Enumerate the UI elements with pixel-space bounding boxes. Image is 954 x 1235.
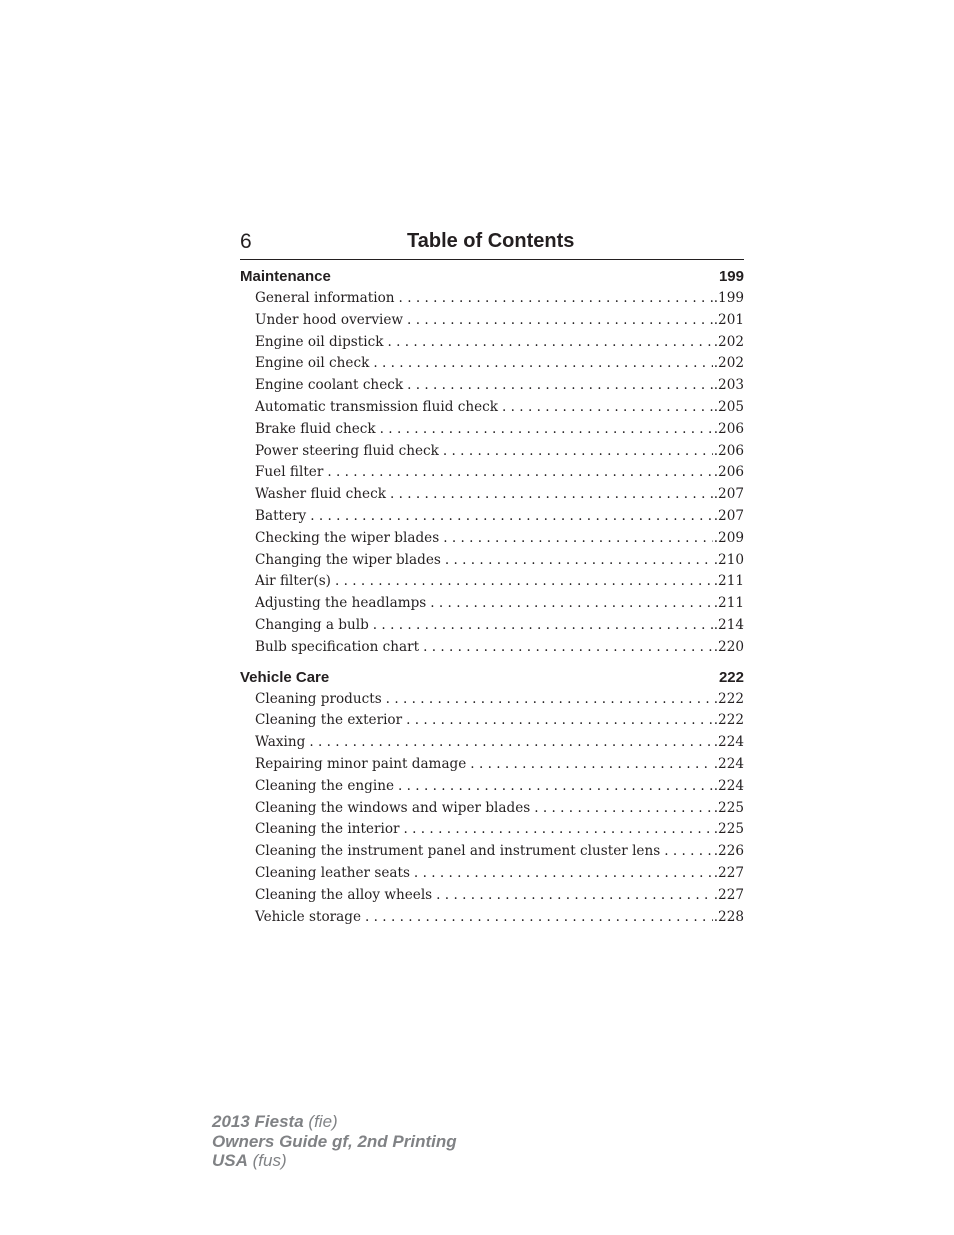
toc-entry[interactable] (255, 710, 744, 732)
toc-entry-page: .207 (713, 486, 744, 503)
dot-leader (407, 310, 713, 332)
toc-entry[interactable] (255, 863, 744, 885)
toc-entry-label: Cleaning the alloy wheels (255, 886, 433, 903)
dot-leader (373, 353, 712, 375)
dot-leader (406, 710, 713, 732)
toc-entry[interactable] (255, 353, 744, 375)
toc-entry-page: .210 (713, 551, 744, 568)
toc-entry-page: .205 (713, 398, 744, 415)
toc-entry-label: Checking the wiper blades (255, 529, 440, 546)
dot-leader (335, 571, 713, 593)
footer-guide: Owners Guide gf, 2nd Printing (212, 1131, 457, 1151)
toc-entry[interactable] (255, 484, 744, 506)
toc-entry[interactable] (255, 571, 744, 593)
toc-entry-page: .199 (713, 290, 744, 306)
toc-entry[interactable] (255, 776, 744, 798)
dot-leader (423, 637, 713, 659)
toc-entry-label: Vehicle storage (255, 908, 362, 925)
toc-entry-page: .224 (713, 734, 744, 751)
section-heading-vehicle-care[interactable] (240, 667, 744, 689)
toc-entry-page: .211 (713, 573, 744, 590)
dot-leader (534, 798, 712, 820)
dot-leader (443, 441, 713, 463)
toc-entry[interactable] (255, 506, 744, 528)
section-title: Maintenance (240, 268, 331, 285)
toc-entry[interactable] (255, 528, 744, 550)
toc-entry[interactable] (255, 550, 744, 572)
toc-entry-label: Cleaning the interior (255, 821, 400, 838)
toc-entry-page: .209 (713, 529, 744, 546)
toc-entry-page: .226 (713, 843, 744, 860)
toc-entry[interactable] (255, 288, 744, 310)
toc-entry-label: Cleaning the instrument panel and instrument cluster lens (255, 843, 661, 860)
dot-leader (365, 907, 713, 929)
toc-entry-page: .207 (713, 507, 744, 524)
toc-entry[interactable] (255, 907, 744, 929)
section-entries-vehicle-care (240, 689, 744, 929)
toc-entry-page: .203 (713, 377, 744, 394)
dot-leader (386, 689, 713, 711)
toc-entry[interactable] (255, 798, 744, 820)
dot-leader (430, 593, 712, 615)
toc-entry-page: .202 (713, 355, 744, 372)
dot-leader (390, 484, 713, 506)
dot-leader (373, 615, 713, 637)
toc-entry[interactable] (255, 754, 744, 776)
dot-leader (387, 332, 712, 354)
toc-entry-label: Fuel filter (255, 464, 324, 481)
toc-entry-label: Engine coolant check (255, 377, 404, 394)
document-footer (212, 1112, 457, 1171)
table-of-contents (240, 266, 744, 928)
toc-entry-label: Cleaning the windows and wiper blades (255, 799, 531, 816)
section-title: Vehicle Care (240, 668, 330, 686)
toc-entry-label: Automatic transmission fluid check (255, 398, 499, 415)
toc-entry-page: .206 (713, 442, 744, 459)
dot-leader (502, 397, 713, 419)
toc-entry[interactable] (255, 885, 744, 907)
toc-entry-page: .222 (713, 690, 744, 707)
dot-leader (309, 732, 712, 754)
footer-model: 2013 Fiesta (212, 1112, 304, 1131)
dot-leader (414, 863, 713, 885)
section-page: 222 (718, 668, 744, 686)
dot-leader (664, 841, 713, 863)
dot-leader (398, 776, 713, 798)
toc-entry-label: Cleaning leather seats (255, 864, 410, 881)
toc-entry[interactable] (255, 310, 744, 332)
toc-entry-page: .211 (713, 595, 744, 612)
toc-entry-page: .225 (713, 821, 744, 838)
toc-entry-page: .222 (713, 712, 744, 729)
toc-entry-label: Air filter(s) (255, 573, 331, 590)
toc-entry-label: Waxing (255, 734, 306, 751)
toc-entry[interactable] (255, 332, 744, 354)
toc-entry-label: Adjusting the headlamps (255, 595, 427, 612)
toc-entry-page: .202 (713, 333, 744, 350)
dot-leader (445, 550, 713, 572)
toc-entry-page: .227 (713, 864, 744, 881)
toc-entry[interactable] (255, 732, 744, 754)
toc-entry-page: .225 (713, 799, 744, 816)
toc-entry-label: Battery (255, 507, 307, 524)
toc-entry-page: .206 (713, 464, 744, 481)
toc-entry-label: Cleaning products (255, 690, 382, 707)
page-header (240, 228, 744, 260)
dot-leader (399, 288, 713, 310)
toc-entry-label: Bulb specification chart (255, 638, 420, 655)
toc-entry-page: .214 (713, 616, 744, 633)
toc-entry[interactable] (255, 397, 744, 419)
dot-leader (436, 885, 713, 907)
page-number: 6 (240, 230, 252, 253)
toc-entry-page: .206 (713, 420, 744, 437)
footer-model-code: (fie) (303, 1112, 338, 1131)
toc-entry-page: .220 (713, 638, 744, 655)
dot-leader (443, 528, 713, 550)
dot-leader (380, 419, 713, 441)
footer-market: USA (212, 1151, 248, 1170)
dot-leader (470, 754, 712, 776)
toc-entry[interactable] (255, 441, 744, 463)
toc-entry[interactable] (255, 637, 744, 659)
dot-leader (404, 819, 713, 841)
section-heading-maintenance[interactable] (240, 266, 744, 288)
toc-entry[interactable] (255, 615, 744, 637)
toc-entry[interactable] (255, 819, 744, 841)
toc-entry[interactable] (255, 375, 744, 397)
toc-entry-page: .224 (713, 777, 744, 794)
toc-entry-label: Repairing minor paint damage (255, 755, 467, 772)
toc-entry[interactable] (255, 689, 744, 711)
toc-entry-page: .224 (713, 755, 744, 772)
toc-entry[interactable] (255, 462, 744, 484)
dot-leader (407, 375, 713, 397)
toc-entry-label: Washer fluid check (255, 486, 386, 503)
toc-entry-page: .201 (713, 311, 744, 328)
section-entries-maintenance (240, 288, 744, 659)
toc-entry[interactable] (255, 419, 744, 441)
toc-entry-label: Changing the wiper blades (255, 551, 441, 568)
footer-market-code: (fus) (247, 1151, 287, 1170)
toc-entry[interactable] (255, 593, 744, 615)
toc-entry-page: .228 (713, 908, 744, 925)
section-page: 199 (718, 268, 744, 285)
toc-entry[interactable] (255, 841, 744, 863)
dot-leader (310, 506, 712, 528)
toc-entry-label: Changing a bulb (255, 616, 369, 633)
dot-leader (327, 462, 712, 484)
toc-entry-page: .227 (713, 886, 744, 903)
toc-entry-label: Engine oil check (255, 355, 370, 372)
toc-entry-label: Brake fluid check (255, 420, 376, 437)
toc-entry-label: Cleaning the exterior (255, 712, 403, 729)
toc-entry-label: General information (255, 290, 395, 306)
toc-entry-label: Cleaning the engine (255, 777, 395, 794)
page-title: Table of Contents (407, 230, 575, 252)
toc-entry-label: Under hood overview (255, 311, 404, 328)
toc-entry-label: Engine oil dipstick (255, 333, 384, 350)
toc-entry-label: Power steering fluid check (255, 442, 439, 459)
